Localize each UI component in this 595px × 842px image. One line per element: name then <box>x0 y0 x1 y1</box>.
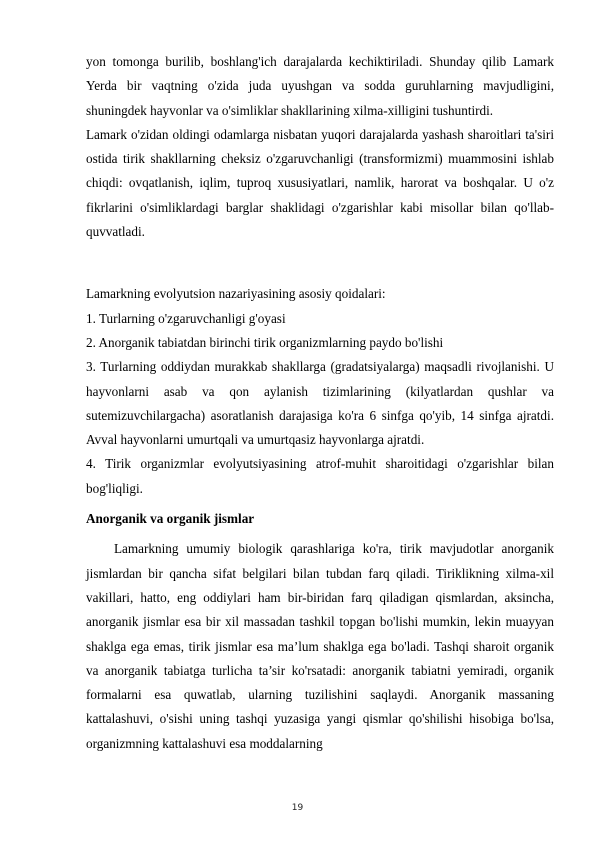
spacer <box>86 244 554 282</box>
list-item: 2. Anorganik tabiatdan birinchi tirik organizmlarning paydo bo'lishi <box>86 334 444 350</box>
list-item: 4. Tirik organizmlar evolyutsiyasining atrof-muhit sharoitidagi o'zgarishlar bilan bog'liqligi. <box>86 456 554 496</box>
paragraph-transformism: Lamark o'zidan oldingi odamlarga nisbatan yuqori darajalarda yashash sharoitlari ta'siri ostida tirik shakllarning cheksiz o'zgaruvchanligi (transformizmi) muammosini ishlab chiqdi: ovqatlanish, iqlim, tuproq xususiyatlari, namlik, harorat va boshqalar. U o'z fikrlarini o'simliklardagi barglar shaklidagi o'zgarishlar kabi misollar bilan qo'llab-quvvatladi. <box>86 126 554 240</box>
page-number: 19 <box>291 803 304 813</box>
list-item: 3. Turlarning oddiydan murakkab shakllarga (gradatsiyalarga) maqsadli rivojlanishi. U hayvonlarni asab va qon aylanish tizimlarining (kilyatlardan qushlar va sutemizuvchilargacha) asoratlanish darajasiga ko'ra 6 sinfga qo'yib, 14 sinfga ajratdi. Avval hayvonlarni umurtqali va umurtqasiz hayvonlarga ajratdi. <box>86 359 554 448</box>
list-item: 1. Turlarning o'zgaruvchanligi g'oyasi <box>86 310 286 326</box>
section-heading: Anorganik va organik jismlar <box>86 511 255 527</box>
list-intro: Lamarkning evolyutsion nazariyasining asosiy qoidalari: <box>86 286 386 302</box>
section-paragraph: Lamarkning umumiy biologik qarashlariga ko'ra, tirik mavjudotlar anorganik jismlardan bir qancha sifat belgilari bilan tubdan farq qiladi. Tiriklikning xilma-xil vakillari, hatto, eng oddiylari ham bir-biridan farq qiladigan qismlardan, aksincha, anorganik jismlar esa bir xil massadan tashkil topgan bo'lishi mumkin, lekin muayyan shaklga ega emas, tirik jismlar esa ma’lum shaklga ega bo'ladi. Tashqi sharoit organik va anorganik tabiatga turlicha ta’sir ko'rsatadi: anorganik tabiatni yemiradi, organik formalarni esa quwatlab, ularning tuzilishini saqlaydi. Anorganik massaning kattalashuvi, o'sishi uning tashqi yuzasiga yangi qismlar qo'shilishi hisobiga bo'lsa, organizmning kattalashuvi esa moddalarning <box>86 541 554 751</box>
paragraph-continuation: yon tomonga burilib, boshlang'ich darajalarda kechiktiriladi. Shunday qilib Lamark Yerda bir vaqtning o'zida juda uyushgan va sodda guruhlarning mavjudligini, shuningdek hayvonlar va o'simliklar shakllarining xilma-xilligini tushuntirdi. <box>86 54 554 118</box>
document-page <box>86 50 554 756</box>
